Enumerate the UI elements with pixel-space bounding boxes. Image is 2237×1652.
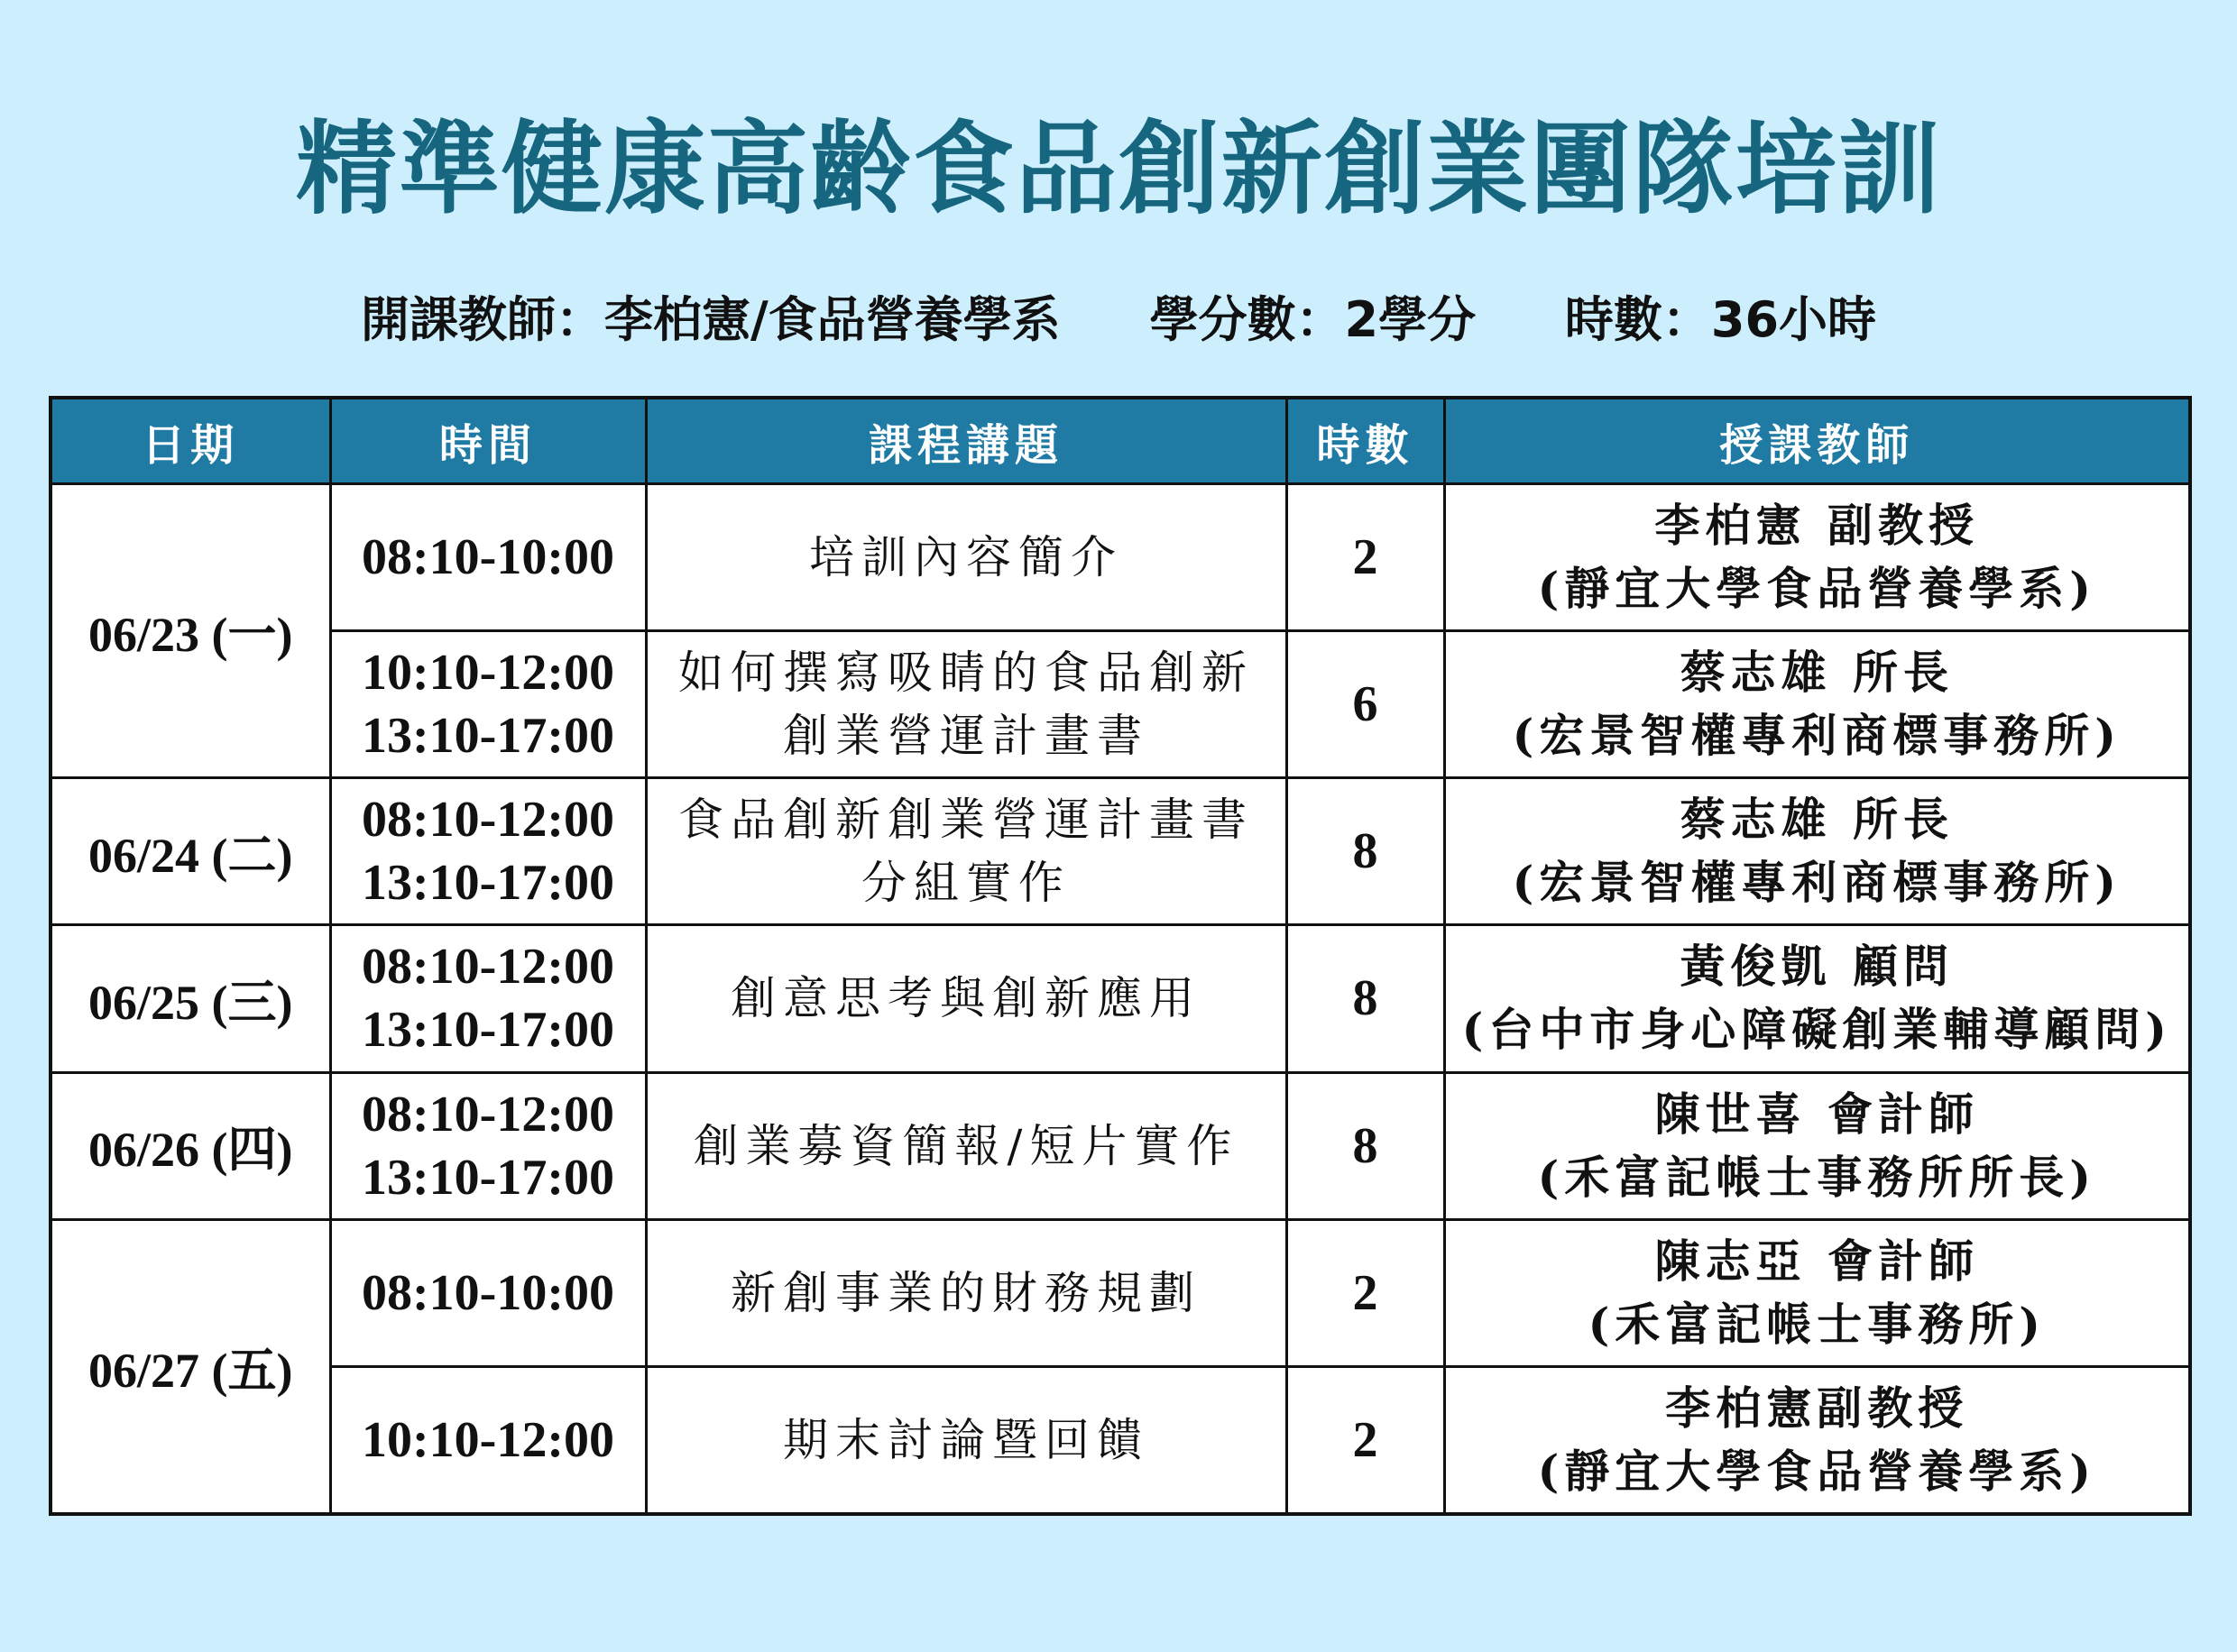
time-line: 10:10-12:00 bbox=[362, 1411, 614, 1468]
topic-line: 分組實作 bbox=[861, 857, 1071, 910]
header-topic: 課程講題 bbox=[646, 398, 1286, 484]
header-time: 時間 bbox=[330, 398, 646, 484]
time-cell bbox=[330, 1366, 646, 1514]
topic-cell bbox=[646, 1366, 1286, 1514]
table-row bbox=[51, 1072, 2190, 1219]
topic-line: 期末討論暨回饋 bbox=[783, 1413, 1149, 1466]
time-cell bbox=[330, 484, 646, 631]
topic-line: 如何撰寫吸睛的食品創新 bbox=[678, 647, 1254, 700]
table-row bbox=[51, 1366, 2190, 1514]
header-hours: 時數 bbox=[1286, 398, 1444, 484]
header-date: 日期 bbox=[51, 398, 330, 484]
hours-cell: 8 bbox=[1286, 778, 1444, 925]
teacher-affiliation: (禾富記帳士事務所) bbox=[1588, 1297, 2046, 1351]
table-row bbox=[51, 925, 2190, 1072]
teacher-name: 李柏憲副教授 bbox=[1665, 1381, 1969, 1435]
table-row bbox=[51, 778, 2190, 925]
topic-cell bbox=[646, 1219, 1286, 1366]
teacher-name: 陳志亞 會計師 bbox=[1654, 1234, 1979, 1288]
teacher-affiliation: (宏景智權專利商標事務所) bbox=[1512, 709, 2122, 763]
teacher-name: 陳世喜 會計師 bbox=[1654, 1087, 1979, 1141]
time-cell bbox=[330, 1072, 646, 1219]
course-info bbox=[0, 281, 2237, 351]
teacher-name: 黃俊凱 顧問 bbox=[1680, 940, 1954, 994]
teacher-cell bbox=[1444, 1072, 2190, 1219]
teacher-affiliation: (靜宜大學食品營養學系) bbox=[1537, 562, 2096, 616]
time-line: 08:10-10:00 bbox=[362, 529, 614, 586]
teacher-name: 蔡志雄 所長 bbox=[1680, 793, 1954, 847]
topic-line: 食品創新創業營運計畫書 bbox=[678, 794, 1254, 847]
hours-cell: 8 bbox=[1286, 925, 1444, 1072]
page-title: 精準健康高齡食品創新創業團隊培訓 bbox=[296, 111, 1941, 228]
topic-cell bbox=[646, 631, 1286, 778]
date-cell: 06/25 (三) bbox=[51, 925, 330, 1072]
time-line: 08:10-12:00 bbox=[362, 792, 614, 849]
schedule-table bbox=[49, 396, 2192, 1516]
teacher-cell bbox=[1444, 1219, 2190, 1366]
header-teacher: 授課教師 bbox=[1444, 398, 2190, 484]
teacher-cell bbox=[1444, 925, 2190, 1072]
instructor-info: 開課教師：李柏憲/食品營養學系 bbox=[360, 291, 1061, 348]
teacher-name: 蔡志雄 所長 bbox=[1680, 646, 1954, 700]
time-line: 13:10-17:00 bbox=[362, 855, 614, 912]
topic-line: 新創事業的財務規劃 bbox=[731, 1266, 1201, 1319]
hours-cell: 8 bbox=[1286, 1072, 1444, 1219]
topic-line: 創業募資簡報/短片實作 bbox=[693, 1119, 1239, 1172]
table-row bbox=[51, 631, 2190, 778]
time-cell bbox=[330, 631, 646, 778]
teacher-affiliation: (宏景智權專利商標事務所) bbox=[1512, 856, 2122, 910]
time-cell bbox=[330, 925, 646, 1072]
time-cell bbox=[330, 778, 646, 925]
teacher-affiliation: (台中市身心障礙創業輔導顧問) bbox=[1461, 1003, 2172, 1057]
time-line: 13:10-17:00 bbox=[362, 1149, 614, 1206]
topic-cell bbox=[646, 484, 1286, 631]
hours-cell: 2 bbox=[1286, 484, 1444, 631]
table-row bbox=[51, 484, 2190, 631]
topic-cell bbox=[646, 778, 1286, 925]
hours-cell: 2 bbox=[1286, 1366, 1444, 1514]
topic-cell bbox=[646, 925, 1286, 1072]
teacher-cell bbox=[1444, 1366, 2190, 1514]
table-header-row bbox=[51, 398, 2190, 484]
credits-info: 學分數：2學分 bbox=[1149, 291, 1477, 348]
time-line: 13:10-17:00 bbox=[362, 708, 614, 765]
date-cell: 06/26 (四) bbox=[51, 1072, 330, 1219]
time-cell bbox=[330, 1219, 646, 1366]
teacher-affiliation: (靜宜大學食品營養學系) bbox=[1537, 1444, 2096, 1498]
time-line: 10:10-12:00 bbox=[362, 645, 614, 702]
hours-info: 時數：36小時 bbox=[1564, 291, 1877, 348]
teacher-cell bbox=[1444, 484, 2190, 631]
date-cell: 06/23 (一) bbox=[51, 484, 330, 778]
hours-cell: 2 bbox=[1286, 1219, 1444, 1366]
teacher-name: 李柏憲 副教授 bbox=[1654, 499, 1979, 553]
topic-line: 創意思考與創新應用 bbox=[731, 972, 1201, 1025]
teacher-cell bbox=[1444, 778, 2190, 925]
topic-line: 創業營運計畫書 bbox=[783, 710, 1149, 763]
time-line: 08:10-12:00 bbox=[362, 1086, 614, 1143]
hours-cell: 6 bbox=[1286, 631, 1444, 778]
table-row bbox=[51, 1219, 2190, 1366]
date-cell: 06/24 (二) bbox=[51, 778, 330, 925]
topic-line: 培訓內容簡介 bbox=[809, 531, 1123, 584]
teacher-affiliation: (禾富記帳士事務所所長) bbox=[1537, 1150, 2096, 1204]
teacher-cell bbox=[1444, 631, 2190, 778]
date-cell: 06/27 (五) bbox=[51, 1219, 330, 1514]
time-line: 08:10-10:00 bbox=[362, 1264, 614, 1321]
time-line: 08:10-12:00 bbox=[362, 939, 614, 996]
time-line: 13:10-17:00 bbox=[362, 1002, 614, 1059]
topic-cell bbox=[646, 1072, 1286, 1219]
